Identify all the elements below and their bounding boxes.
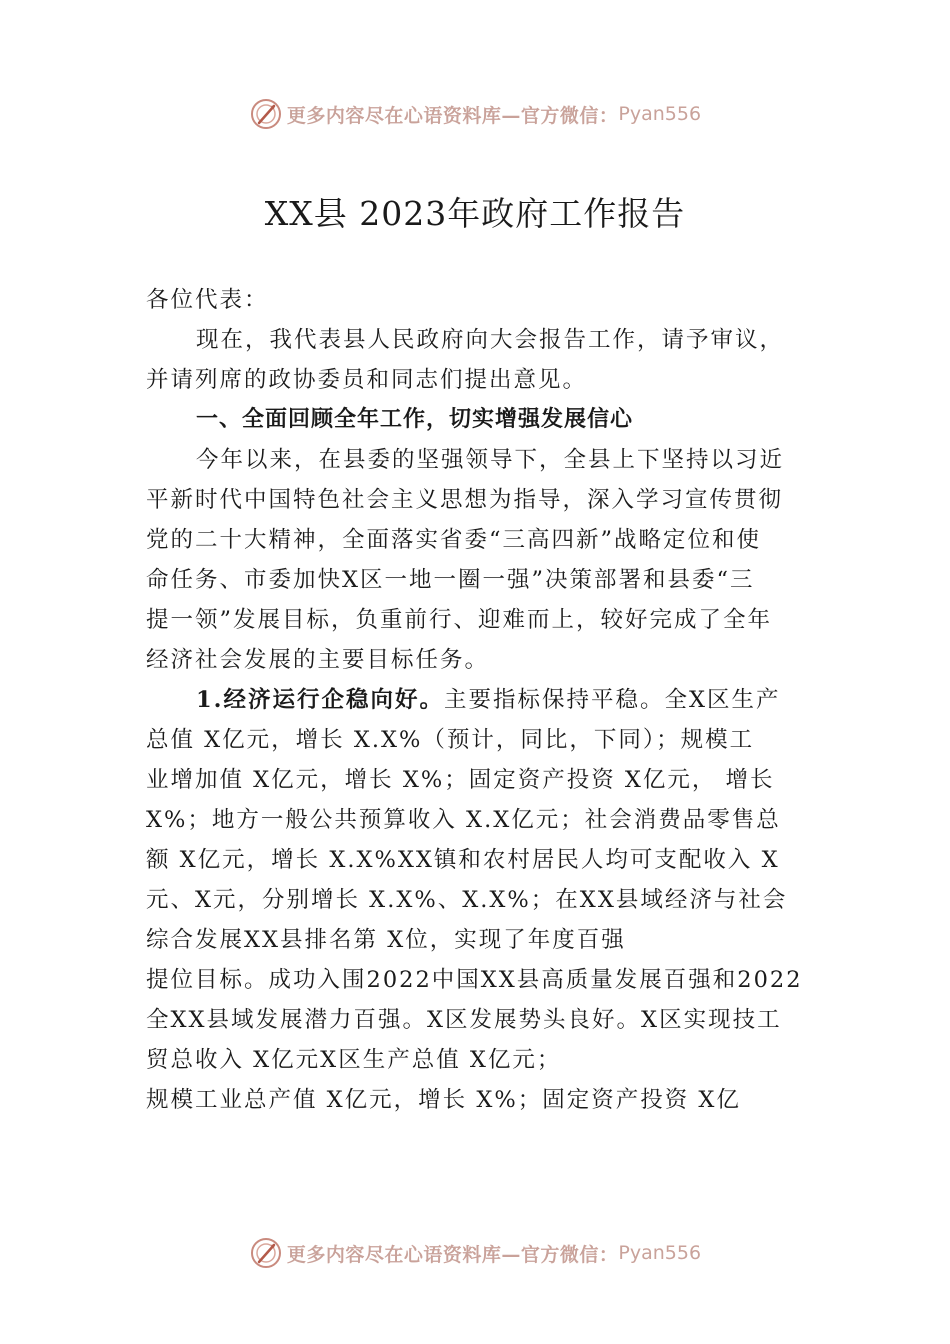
watermark-text: 更多内容尽在心语资料库—官方微信： xyxy=(286,104,619,127)
intro-line: 现在，我代表县人民政府向大会报告工作，请予审议， xyxy=(196,327,785,353)
item-line: 元、X元，分别增长 X.X%、X.X%；在XX县域经济与社会 xyxy=(146,887,788,913)
item-heading: 1.经济运行企稳向好。 xyxy=(196,687,444,713)
item-line: 规模工业总产值 X亿元，增长 X%；固定资产投资 X亿 xyxy=(146,1087,741,1113)
document-title: XX县 2023年政府工作报告 xyxy=(264,194,686,233)
watermark-header xyxy=(0,94,950,134)
item-line: 提位目标。成功入围2022中国XX县高质量发展百强和2022 xyxy=(146,967,803,993)
item-line: 总值 X亿元，增长 X.X%（预计，同比，下同）；规模工 xyxy=(146,727,755,753)
item-line: 全XX县域发展潜力百强。X区发展势头良好。X区实现技工 xyxy=(146,1007,782,1033)
salutation: 各位代表： xyxy=(146,287,269,313)
paragraph-line: 命任务、市委加快X区一地一圈一强”决策部署和县委“三 xyxy=(146,567,755,593)
watermark-wechat-id: Pyan556 xyxy=(618,1242,702,1264)
paragraph-line: 平新时代中国特色社会主义思想为指导，深入学习宣传贯彻 xyxy=(146,487,784,513)
section-heading: 一、全面回顾全年工作，切实增强发展信心 xyxy=(196,407,634,432)
item-line: X%；地方一般公共预算收入 X.X亿元；社会消费品零售总 xyxy=(146,807,781,833)
item-text: 主要指标保持平稳。全X区生产 xyxy=(444,687,781,713)
watermark-wechat-id: Pyan556 xyxy=(618,103,702,125)
item-first-line xyxy=(146,680,810,720)
watermark-text: 更多内容尽在心语资料库—官方微信： xyxy=(286,1243,619,1266)
paragraph-line: 提一领”发展目标，负重前行、迎难而上，较好完成了全年 xyxy=(146,607,773,633)
watermark-logo-icon xyxy=(249,97,283,131)
paragraph-line: 党的二十大精神，全面落实省委“三高四新”战略定位和使 xyxy=(146,527,762,553)
item-line: 综合发展XX县排名第 X位，实现了年度百强 xyxy=(146,927,626,953)
intro-line: 并请列席的政协委员和同志们提出意见。 xyxy=(146,367,588,393)
watermark-logo-icon xyxy=(249,1236,283,1270)
document-body xyxy=(146,280,810,1120)
item-line: 贸总收入 X亿元X区生产总值 X亿元； xyxy=(146,1047,562,1073)
item-line: 额 X亿元，增长 X.X%XX镇和农村居民人均可支配收入 X xyxy=(146,847,780,873)
paragraph-line: 今年以来，在县委的坚强领导下，全县上下坚持以习近 xyxy=(196,447,785,473)
item-line: 业增加值 X亿元，增长 X%；固定资产投资 X亿元， 增长 xyxy=(146,767,775,793)
watermark-footer xyxy=(0,1233,950,1273)
paragraph-line: 经济社会发展的主要目标任务。 xyxy=(146,647,490,673)
